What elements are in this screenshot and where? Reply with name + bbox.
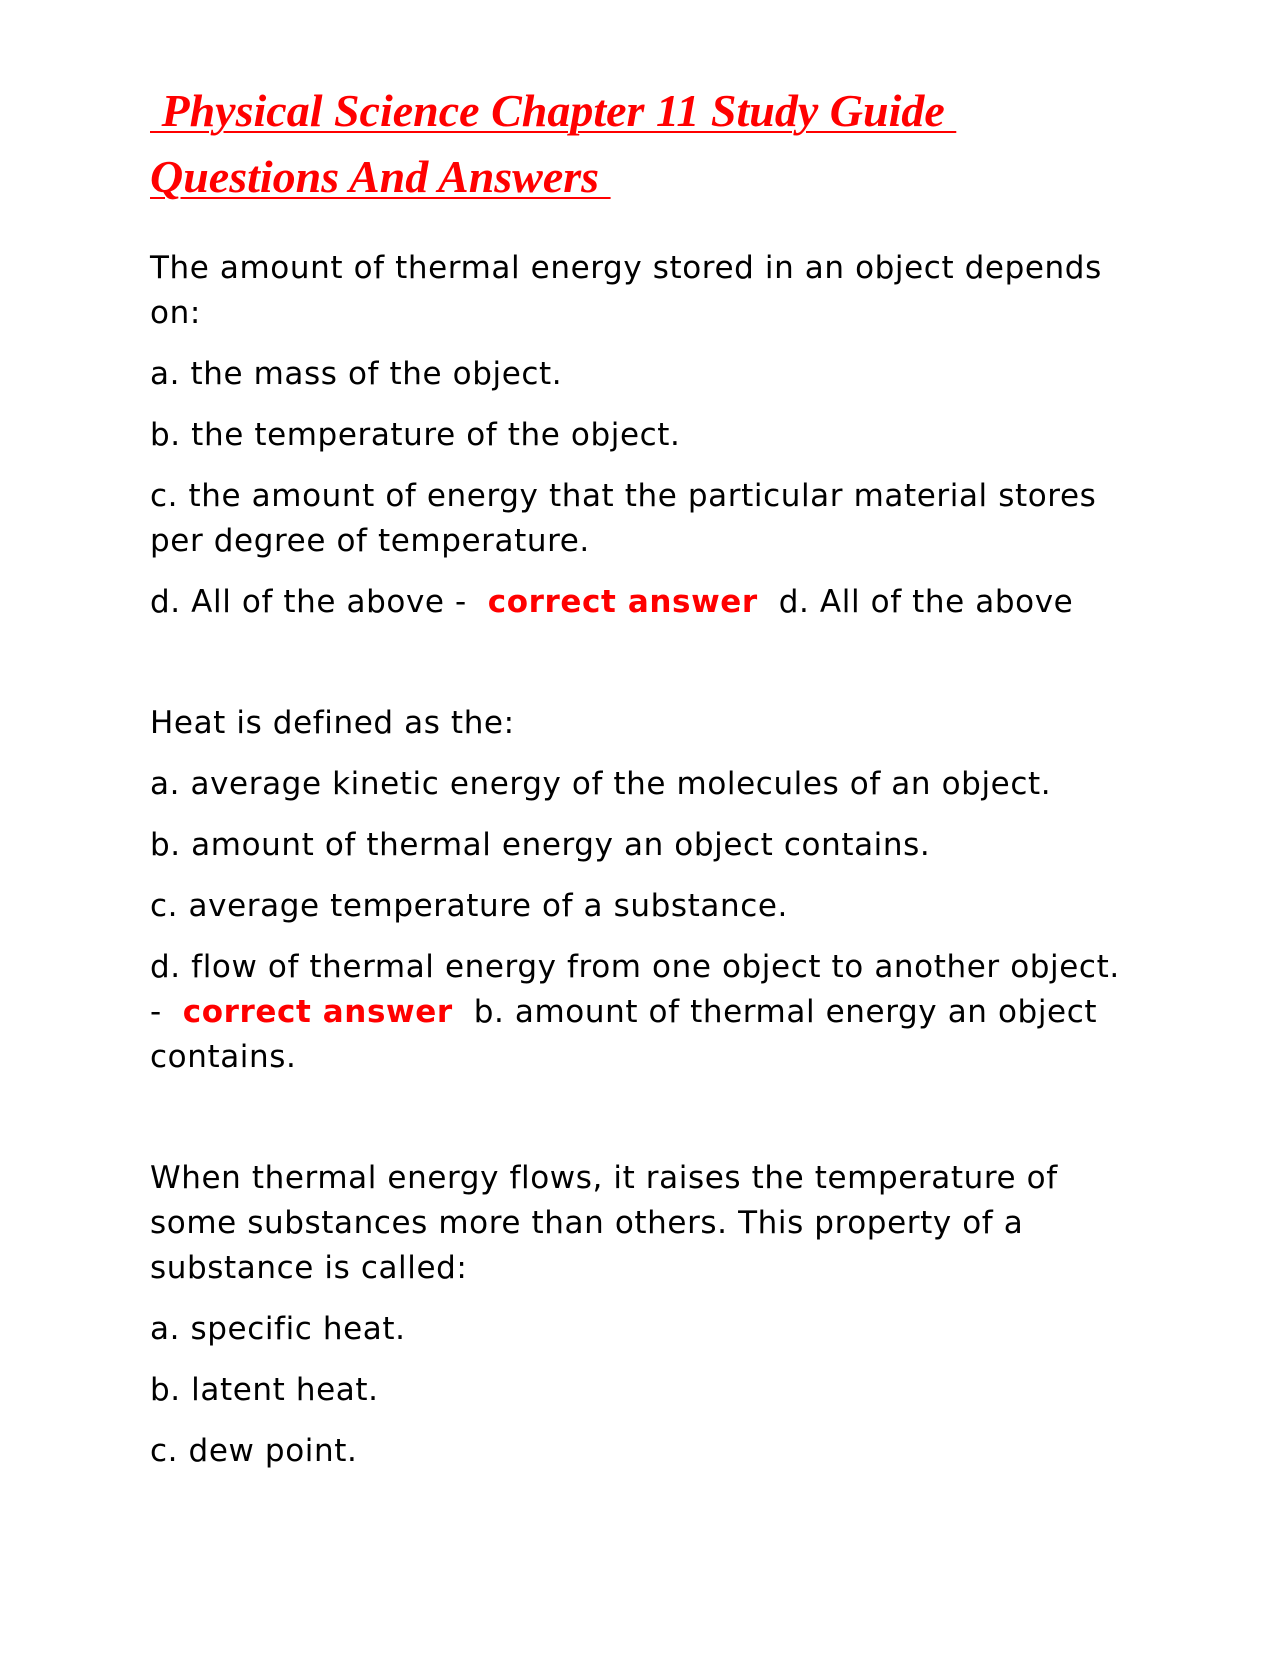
option-a: a. specific heat.: [150, 1311, 406, 1347]
option-c: c. average temperature of a substance.: [150, 888, 789, 924]
option-b: b. latent heat.: [150, 1372, 379, 1408]
option-d-with-answer: [150, 945, 1130, 1080]
option-b: b. amount of thermal energy an object contains.: [150, 827, 931, 863]
question-2: [150, 701, 1130, 1080]
option-d-with-answer: [150, 580, 1130, 625]
question-prompt: When thermal energy flows, it raises the temperature of some substances more than others. This property of a substance is called:: [150, 1160, 1069, 1286]
question-1: [150, 246, 1130, 625]
option-a: a. the mass of the object.: [150, 356, 563, 392]
correct-answer-label: correct answer: [182, 994, 453, 1030]
correct-answer-label: correct answer: [487, 584, 758, 620]
question-3: [150, 1156, 1130, 1474]
title-line-1: Physical Science Chapter 11 Study Guide: [150, 85, 957, 136]
option-c: c. the amount of energy that the particular material stores per degree of temperature.: [150, 478, 1107, 559]
answer-text: b. amount of thermal energy an object contains.: [150, 994, 1108, 1075]
option-d: d. flow of thermal energy from one object to another object. -: [150, 949, 1131, 1030]
option-d: d. All of the above -: [150, 584, 478, 620]
title-line-2: Questions And Answers: [150, 151, 611, 202]
document-body: [150, 78, 1130, 1490]
option-c: c. dew point.: [150, 1433, 358, 1469]
spacer: [150, 641, 1130, 701]
spacer: [150, 1096, 1130, 1156]
answer-text: d. All of the above: [778, 584, 1074, 620]
option-b: b. the temperature of the object.: [150, 417, 681, 453]
document-title: [150, 78, 1130, 210]
question-prompt: The amount of thermal energy stored in an object depends on:: [150, 250, 1113, 331]
question-prompt: Heat is defined as the:: [150, 705, 515, 741]
option-a: a. average kinetic energy of the molecules of an object.: [150, 766, 1052, 802]
